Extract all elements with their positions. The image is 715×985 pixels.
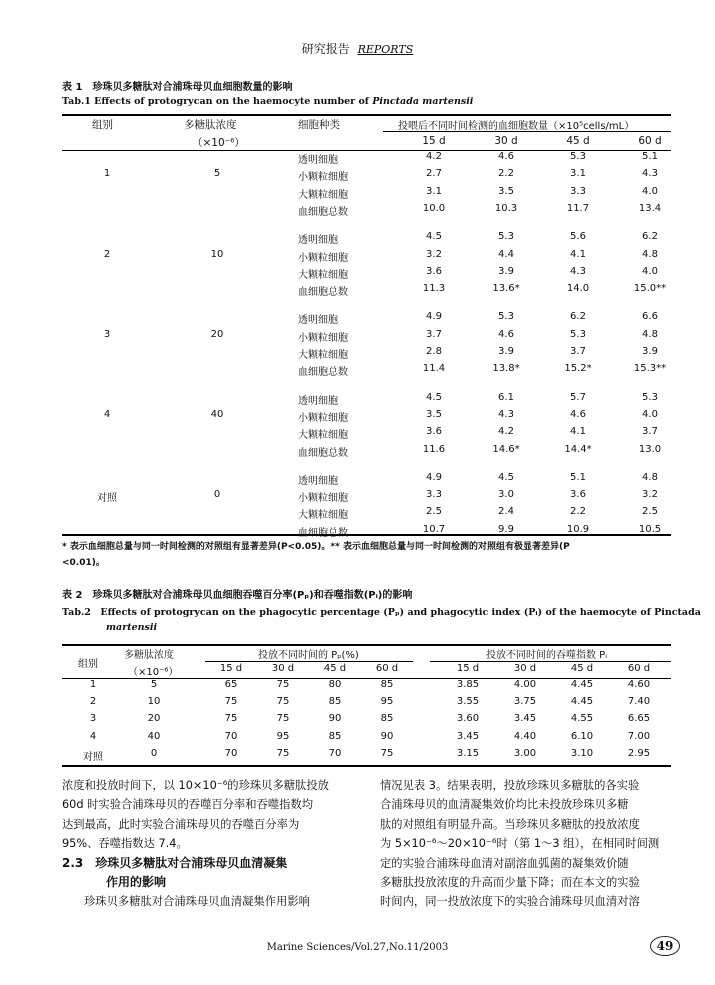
cell-value: 85 [328, 696, 342, 708]
cell-value: 80 [328, 679, 342, 690]
cell-value: 13.8* [492, 363, 520, 375]
cell-value: 10.7 [422, 523, 446, 535]
table2-day: 60 d [375, 663, 399, 674]
cell-value: 4.45 [570, 696, 594, 708]
table1-h-span: 投喂后不同时间检测的血细胞数量（×10⁵cells/mL） [398, 121, 635, 132]
table-row [62, 426, 671, 443]
cell-value: 15.2* [564, 363, 592, 375]
table2-day: 30 d [513, 663, 537, 674]
cell-value: 75 [380, 747, 394, 759]
table-row [62, 489, 671, 506]
cell-type: 大颗粒细胞 [298, 510, 348, 522]
cell-value: 4.0 [642, 265, 658, 277]
cell-value: 3.85 [456, 679, 480, 690]
cell-value: 90 [328, 713, 342, 725]
table-row [62, 151, 671, 168]
cell-value: 4.4 [498, 248, 514, 260]
cell-value: 4.8 [642, 328, 658, 340]
table-row [62, 409, 671, 426]
table-row [62, 506, 671, 523]
cell-value: 4.5 [426, 231, 442, 243]
table2-caption-cn: 表 2 珍珠贝多糖肽对合浦珠母贝血细胞吞噬百分率(Pₚ)和吞噬指数(Pᵢ)的影响 [62, 590, 413, 601]
cell-value: 5.3 [570, 328, 586, 340]
table1-top-rule [62, 114, 671, 116]
table2-bottom-rule [62, 765, 671, 767]
table-row [62, 731, 671, 748]
cell-type: 小颗粒细胞 [298, 252, 348, 264]
cell-value: 14.4* [564, 443, 592, 455]
page-number: 49 [650, 936, 680, 956]
cell-value: 3.6 [426, 265, 442, 277]
table-row [62, 168, 671, 185]
cell-type: 透明细胞 [298, 475, 338, 487]
cell-value: 10.3 [494, 202, 518, 214]
cell-value: 4.60 [627, 679, 651, 690]
table1-day: 30 d [494, 135, 518, 147]
cell-value: 3.45 [513, 713, 537, 725]
cell-value: 13.4 [638, 202, 662, 214]
cell-value: 9.9 [498, 523, 514, 535]
group-label: 3 [103, 328, 111, 340]
cell-value: 85 [380, 713, 394, 725]
table-row [62, 392, 671, 409]
table1-day: 45 d [566, 135, 590, 147]
table-row [62, 311, 671, 328]
cell-value: 4.00 [513, 679, 537, 690]
cell-type: 透明细胞 [298, 395, 338, 407]
cell-value: 2.95 [627, 747, 651, 759]
cell-type: 大颗粒细胞 [298, 189, 348, 201]
table2-day: 15 d [456, 663, 480, 674]
group-label: 对照 [97, 493, 117, 505]
cell-value: 3.2 [642, 489, 658, 501]
cell-value: 70 [224, 747, 238, 759]
cell-type: 血细胞总数 [298, 527, 348, 539]
cell-value: 4.3 [570, 265, 586, 277]
cell-value: 4.45 [570, 679, 594, 690]
cell-value: 13.0 [638, 443, 662, 455]
table-row [62, 713, 671, 730]
cell-value: 6.65 [627, 713, 651, 725]
table1-day: 15 d [422, 135, 446, 147]
cell-value: 5.3 [498, 231, 514, 243]
cell-value: 4.6 [498, 151, 514, 162]
concentration: 40 [147, 730, 161, 742]
cell-value: 85 [380, 679, 394, 690]
cell-type: 血细胞总数 [298, 206, 348, 218]
cell-value: 4.8 [642, 471, 658, 483]
table2-caption-en: Tab.2 Effects of protogrycan on the phagocytic percentage (Pₚ) and phagocytic index (Pᵢ) of the haemocyte of Pinctada martensii [62, 607, 701, 633]
table-row [62, 696, 671, 713]
cell-type: 小颗粒细胞 [298, 493, 348, 505]
cell-type: 小颗粒细胞 [298, 172, 348, 184]
cell-value: 3.60 [456, 713, 480, 725]
table1-day: 60 d [638, 135, 662, 147]
cell-type: 透明细胞 [298, 315, 338, 327]
cell-value: 2.5 [642, 506, 658, 518]
concentration: 40 [210, 408, 224, 420]
table-row [62, 203, 671, 220]
cell-value: 10.0 [422, 202, 446, 214]
cell-value: 4.1 [570, 426, 586, 438]
cell-value: 5.3 [570, 151, 586, 162]
cell-value: 75 [224, 713, 238, 725]
cell-type: 小颗粒细胞 [298, 412, 348, 424]
cell-value: 6.10 [570, 730, 594, 742]
cell-type: 透明细胞 [298, 155, 338, 166]
header-cn: 研究报告 [301, 42, 350, 56]
cell-value: 4.55 [570, 713, 594, 725]
table2-h-pi: 投放不同时间的吞噬指数 Pᵢ [486, 650, 607, 661]
table2-h-pp: 投放不同时间的 Pₚ(%) [258, 650, 359, 661]
cell-value: 14.0 [566, 283, 590, 295]
cell-value: 5.7 [570, 391, 586, 403]
cell-value: 3.9 [498, 346, 514, 357]
table-row [62, 346, 671, 363]
cell-value: 15.3** [633, 363, 667, 375]
cell-value: 7.40 [627, 696, 651, 708]
section-heading: 2.3 珍珠贝多糖肽对合浦珠母贝血清凝集 [62, 855, 288, 870]
table-row [62, 283, 671, 300]
table2-day: 15 d [219, 663, 243, 674]
cell-value: 3.00 [513, 747, 537, 759]
cell-value: 75 [276, 713, 290, 725]
table1-h-conc: 多糖肽浓度 [184, 119, 237, 131]
table2-h-conc-unit: （×10⁻⁶） [128, 667, 179, 678]
cell-type: 大颗粒细胞 [298, 350, 348, 361]
cell-type: 大颗粒细胞 [298, 269, 348, 281]
cell-value: 2.4 [498, 506, 514, 518]
cell-type: 透明细胞 [298, 235, 338, 247]
cell-value: 3.5 [498, 185, 514, 197]
group-label: 2 [103, 248, 111, 260]
concentration: 5 [213, 168, 221, 180]
group-label: 4 [103, 408, 111, 420]
cell-value: 3.3 [426, 489, 442, 501]
cell-value: 5.3 [498, 311, 514, 323]
table2-day: 45 d [323, 663, 347, 674]
concentration: 10 [147, 696, 161, 708]
cell-value: 4.2 [426, 151, 442, 162]
cell-value: 3.7 [642, 426, 658, 438]
cell-value: 75 [276, 679, 290, 690]
cell-value: 2.2 [570, 506, 586, 518]
cell-value: 3.6 [570, 489, 586, 501]
table2-span-rule-pi [430, 661, 671, 662]
cell-value: 10.5 [638, 523, 662, 535]
cell-value: 3.9 [642, 346, 658, 357]
table-row [62, 186, 671, 203]
cell-value: 3.6 [426, 426, 442, 438]
table1-h-conc-unit: （×10⁻⁶） [192, 137, 245, 149]
cell-value: 5.3 [642, 391, 658, 403]
group-label: 4 [89, 730, 97, 742]
cell-value: 4.3 [642, 168, 658, 180]
concentration: 10 [210, 248, 224, 260]
table2-h-group: 组别 [78, 659, 98, 670]
table1-caption-cn: 表 1 珍珠贝多糖肽对合浦珠母贝血细胞数量的影响 [62, 82, 293, 93]
cell-value: 4.5 [498, 471, 514, 483]
cell-value: 2.2 [498, 168, 514, 180]
concentration: 0 [150, 747, 158, 759]
concentration: 5 [150, 679, 158, 690]
running-header [0, 40, 715, 57]
cell-value: 11.6 [422, 443, 446, 455]
cell-type: 血细胞总数 [298, 367, 348, 379]
cell-value: 4.9 [426, 471, 442, 483]
table-row [62, 679, 671, 696]
cell-value: 90 [380, 730, 394, 742]
table1-h-group: 组别 [92, 119, 113, 131]
cell-type: 血细胞总数 [298, 447, 348, 459]
table2-day: 30 d [271, 663, 295, 674]
journal-footer: Marine Sciences/Vol.27,No.11/2003 [266, 942, 449, 953]
table-row [62, 472, 671, 489]
table2-span-rule-pp [205, 661, 413, 662]
table-row [62, 748, 671, 765]
cell-type: 血细胞总数 [298, 287, 348, 299]
cell-value: 5.1 [642, 151, 658, 162]
body-right-column: 情况见表 3。结果表明，投放珍珠贝多糖肽的各实验 合浦珠母贝的血清凝集效价均比未投放珍珠贝多糖 肽的对照组有明显升高。当珍珠贝多糖肽的投放浓度 为 5×10⁻⁶～20×10⁻⁶时（第 1～3 组），在相同时间测 定的实验合浦珠母血清对副溶血弧菌的凝集效价随 多糖肽投放浓度的升高而少量下降；而在本文的实验 时间内，同一投放浓度下的实验合浦珠母贝血清对溶 [380, 779, 660, 909]
cell-value: 5.6 [570, 231, 586, 243]
cell-value: 75 [224, 696, 238, 708]
group-label: 1 [103, 168, 111, 180]
cell-value: 4.1 [570, 248, 586, 260]
cell-value: 4.8 [642, 248, 658, 260]
header-en: REPORTS [357, 43, 414, 56]
cell-value: 3.7 [426, 328, 442, 340]
table-row [62, 444, 671, 461]
cell-value: 4.9 [426, 311, 442, 323]
cell-value: 85 [328, 730, 342, 742]
cell-value: 6.2 [642, 231, 658, 243]
cell-value: 4.3 [498, 408, 514, 420]
cell-value: 11.7 [566, 202, 590, 214]
group-label: 对照 [83, 751, 103, 763]
cell-value: 3.10 [570, 747, 594, 759]
table-row [62, 363, 671, 380]
table-row [62, 249, 671, 266]
table2-day: 60 d [627, 663, 651, 674]
cell-value: 3.75 [513, 696, 537, 708]
cell-value: 3.2 [426, 248, 442, 260]
cell-value: 15.0** [633, 283, 667, 295]
cell-value: 3.9 [498, 265, 514, 277]
cell-value: 3.3 [570, 185, 586, 197]
table2-h-conc: 多糖肽浓度 [124, 650, 174, 661]
cell-value: 2.5 [426, 506, 442, 518]
cell-value: 95 [276, 730, 290, 742]
cell-value: 2.7 [426, 168, 442, 180]
concentration: 20 [210, 328, 224, 340]
cell-value: 7.00 [627, 730, 651, 742]
cell-value: 5.1 [570, 471, 586, 483]
group-label: 1 [89, 679, 97, 690]
cell-value: 11.3 [422, 283, 446, 295]
cell-value: 4.5 [426, 391, 442, 403]
cell-value: 4.6 [570, 408, 586, 420]
cell-value: 70 [328, 747, 342, 759]
table-row [62, 231, 671, 248]
table1-h-type: 细胞种类 [298, 119, 340, 131]
concentration: 20 [147, 713, 161, 725]
cell-value: 10.9 [566, 523, 590, 535]
cell-value: 3.1 [570, 168, 586, 180]
cell-value: 3.5 [426, 408, 442, 420]
cell-type: 大颗粒细胞 [298, 430, 348, 442]
group-label: 3 [89, 713, 97, 725]
cell-value: 4.6 [498, 328, 514, 340]
cell-value: 4.0 [642, 408, 658, 420]
cell-value: 70 [224, 730, 238, 742]
cell-value: 4.2 [498, 426, 514, 438]
cell-value: 11.4 [422, 363, 446, 375]
body-left-column: 浓度和投放时间下，以 10×10⁻⁶的珍珠贝多糖肽投放 60d 时实验合浦珠母贝的吞噬百分率和吞噬指数均 达到最高，此时实验合浦珠母贝的吞噬百分率为 95%、吞噬指数达 7.4。 2.3 珍珠贝多糖肽对合浦珠母贝血清凝集 作用的影响 珍珠贝多糖肽对合浦珠母贝血清凝集作用影响 [62, 776, 362, 912]
cell-value: 95 [380, 696, 394, 708]
table1-note: * 表示血细胞总量与同一时间检测的对照组有显著差异(P<0.05)。** 表示血细胞总量与同一时间检测的对照组有极显著差异(P <0.01)。 [62, 542, 570, 568]
cell-value: 65 [224, 679, 238, 690]
cell-value: 14.6* [492, 443, 520, 455]
cell-value: 6.6 [642, 311, 658, 323]
cell-value: 6.2 [570, 311, 586, 323]
table2-day: 45 d [570, 663, 594, 674]
cell-value: 6.1 [498, 391, 514, 403]
cell-value: 75 [276, 747, 290, 759]
cell-value: 2.8 [426, 346, 442, 357]
cell-value: 4.0 [642, 185, 658, 197]
table-row [62, 329, 671, 346]
cell-value: 3.1 [426, 185, 442, 197]
group-label: 2 [89, 696, 97, 708]
cell-value: 3.45 [456, 730, 480, 742]
cell-value: 3.55 [456, 696, 480, 708]
table1-caption-en: Tab.1 Effects of protogrycan on the haemocyte number of Pinctada martensii [62, 96, 474, 107]
cell-value: 3.7 [570, 346, 586, 357]
cell-value: 13.6* [492, 283, 520, 295]
cell-value: 3.15 [456, 747, 480, 759]
cell-type: 小颗粒细胞 [298, 332, 348, 344]
concentration: 0 [213, 489, 221, 501]
table-row [62, 266, 671, 283]
cell-value: 4.40 [513, 730, 537, 742]
cell-value: 3.0 [498, 489, 514, 501]
cell-value: 75 [276, 696, 290, 708]
